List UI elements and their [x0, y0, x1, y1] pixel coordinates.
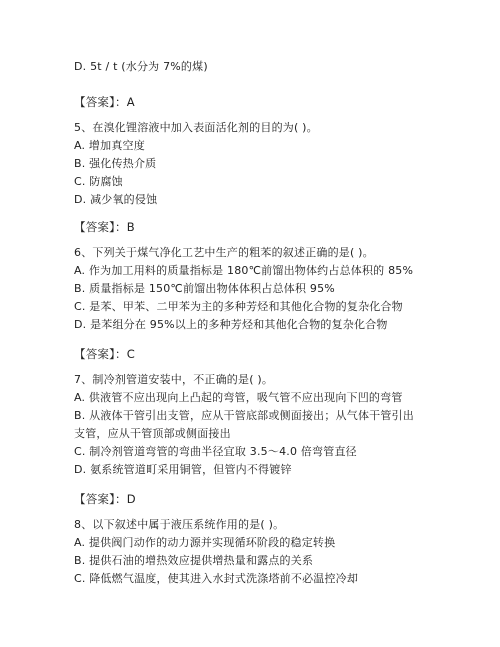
option-line: A. 作为加工用料的质量指标是 180℃前馏出物体约占总体积的 85% — [74, 264, 414, 277]
option-line: D. 5t / t (水分为 7%的煤) — [74, 60, 208, 73]
option-line: D. 氨系统管道町采用铜管，但管内不得镀锌 — [74, 463, 292, 476]
option-line: C. 是苯、甲苯、二甲苯为主的多种芳烃和其他化合物的复杂化合物 — [74, 300, 403, 313]
question-stem: 5、在溴化锂溶液中加入表面活化剂的目的为( )。 — [74, 121, 318, 134]
option-line: 支管，应从干管顶部或侧面接出 — [74, 427, 231, 440]
option-line: B. 从液体干管引出支管，应从干管底部或侧面接出；从气体干管引出 — [74, 409, 414, 422]
option-line: B. 提供石油的增热效应提供增热量和露点的关系 — [74, 554, 314, 567]
option-line: C. 制冷剂管道弯管的弯曲半径宜取 3.5～4.0 倍弯管直径 — [74, 445, 357, 458]
option-line: A. 提供阀门动作的动力源并实现循环阶段的稳定转换 — [74, 536, 336, 549]
option-line: B. 强化传热介质 — [74, 157, 157, 170]
answer-line: 【答案】：C — [74, 347, 135, 361]
option-line: B. 质量指标是 150℃前馏出物体体积占总体积 95% — [74, 282, 335, 295]
answer-line: 【答案】：B — [74, 220, 135, 234]
answer-line: 【答案】：A — [74, 95, 135, 109]
question-stem: 6、下列关于煤气净化工艺中生产的粗苯的叙述正确的是( )。 — [74, 246, 374, 259]
answer-line: 【答案】：D — [74, 492, 136, 506]
option-line: A. 增加真空度 — [74, 139, 145, 152]
question-stem: 7、制冷剂管道安装中，不正确的是( )。 — [74, 373, 274, 386]
option-line: A. 供液管不应出现向上凸起的弯管，吸气管不应出现向下凹的弯管 — [74, 391, 403, 404]
option-line: D. 减少氧的侵蚀 — [74, 193, 158, 206]
option-line: D. 是苯组分在 95%以上的多种芳烃和其他化合物的复杂化合物 — [74, 318, 388, 331]
option-line: C. 防腐蚀 — [74, 175, 123, 188]
question-stem: 8、以下叙述中属于液压系统作用的是( )。 — [74, 518, 285, 531]
option-line: C. 降低燃气温度，使其进入水封式洗涤塔前不必温控冷却 — [74, 572, 359, 585]
